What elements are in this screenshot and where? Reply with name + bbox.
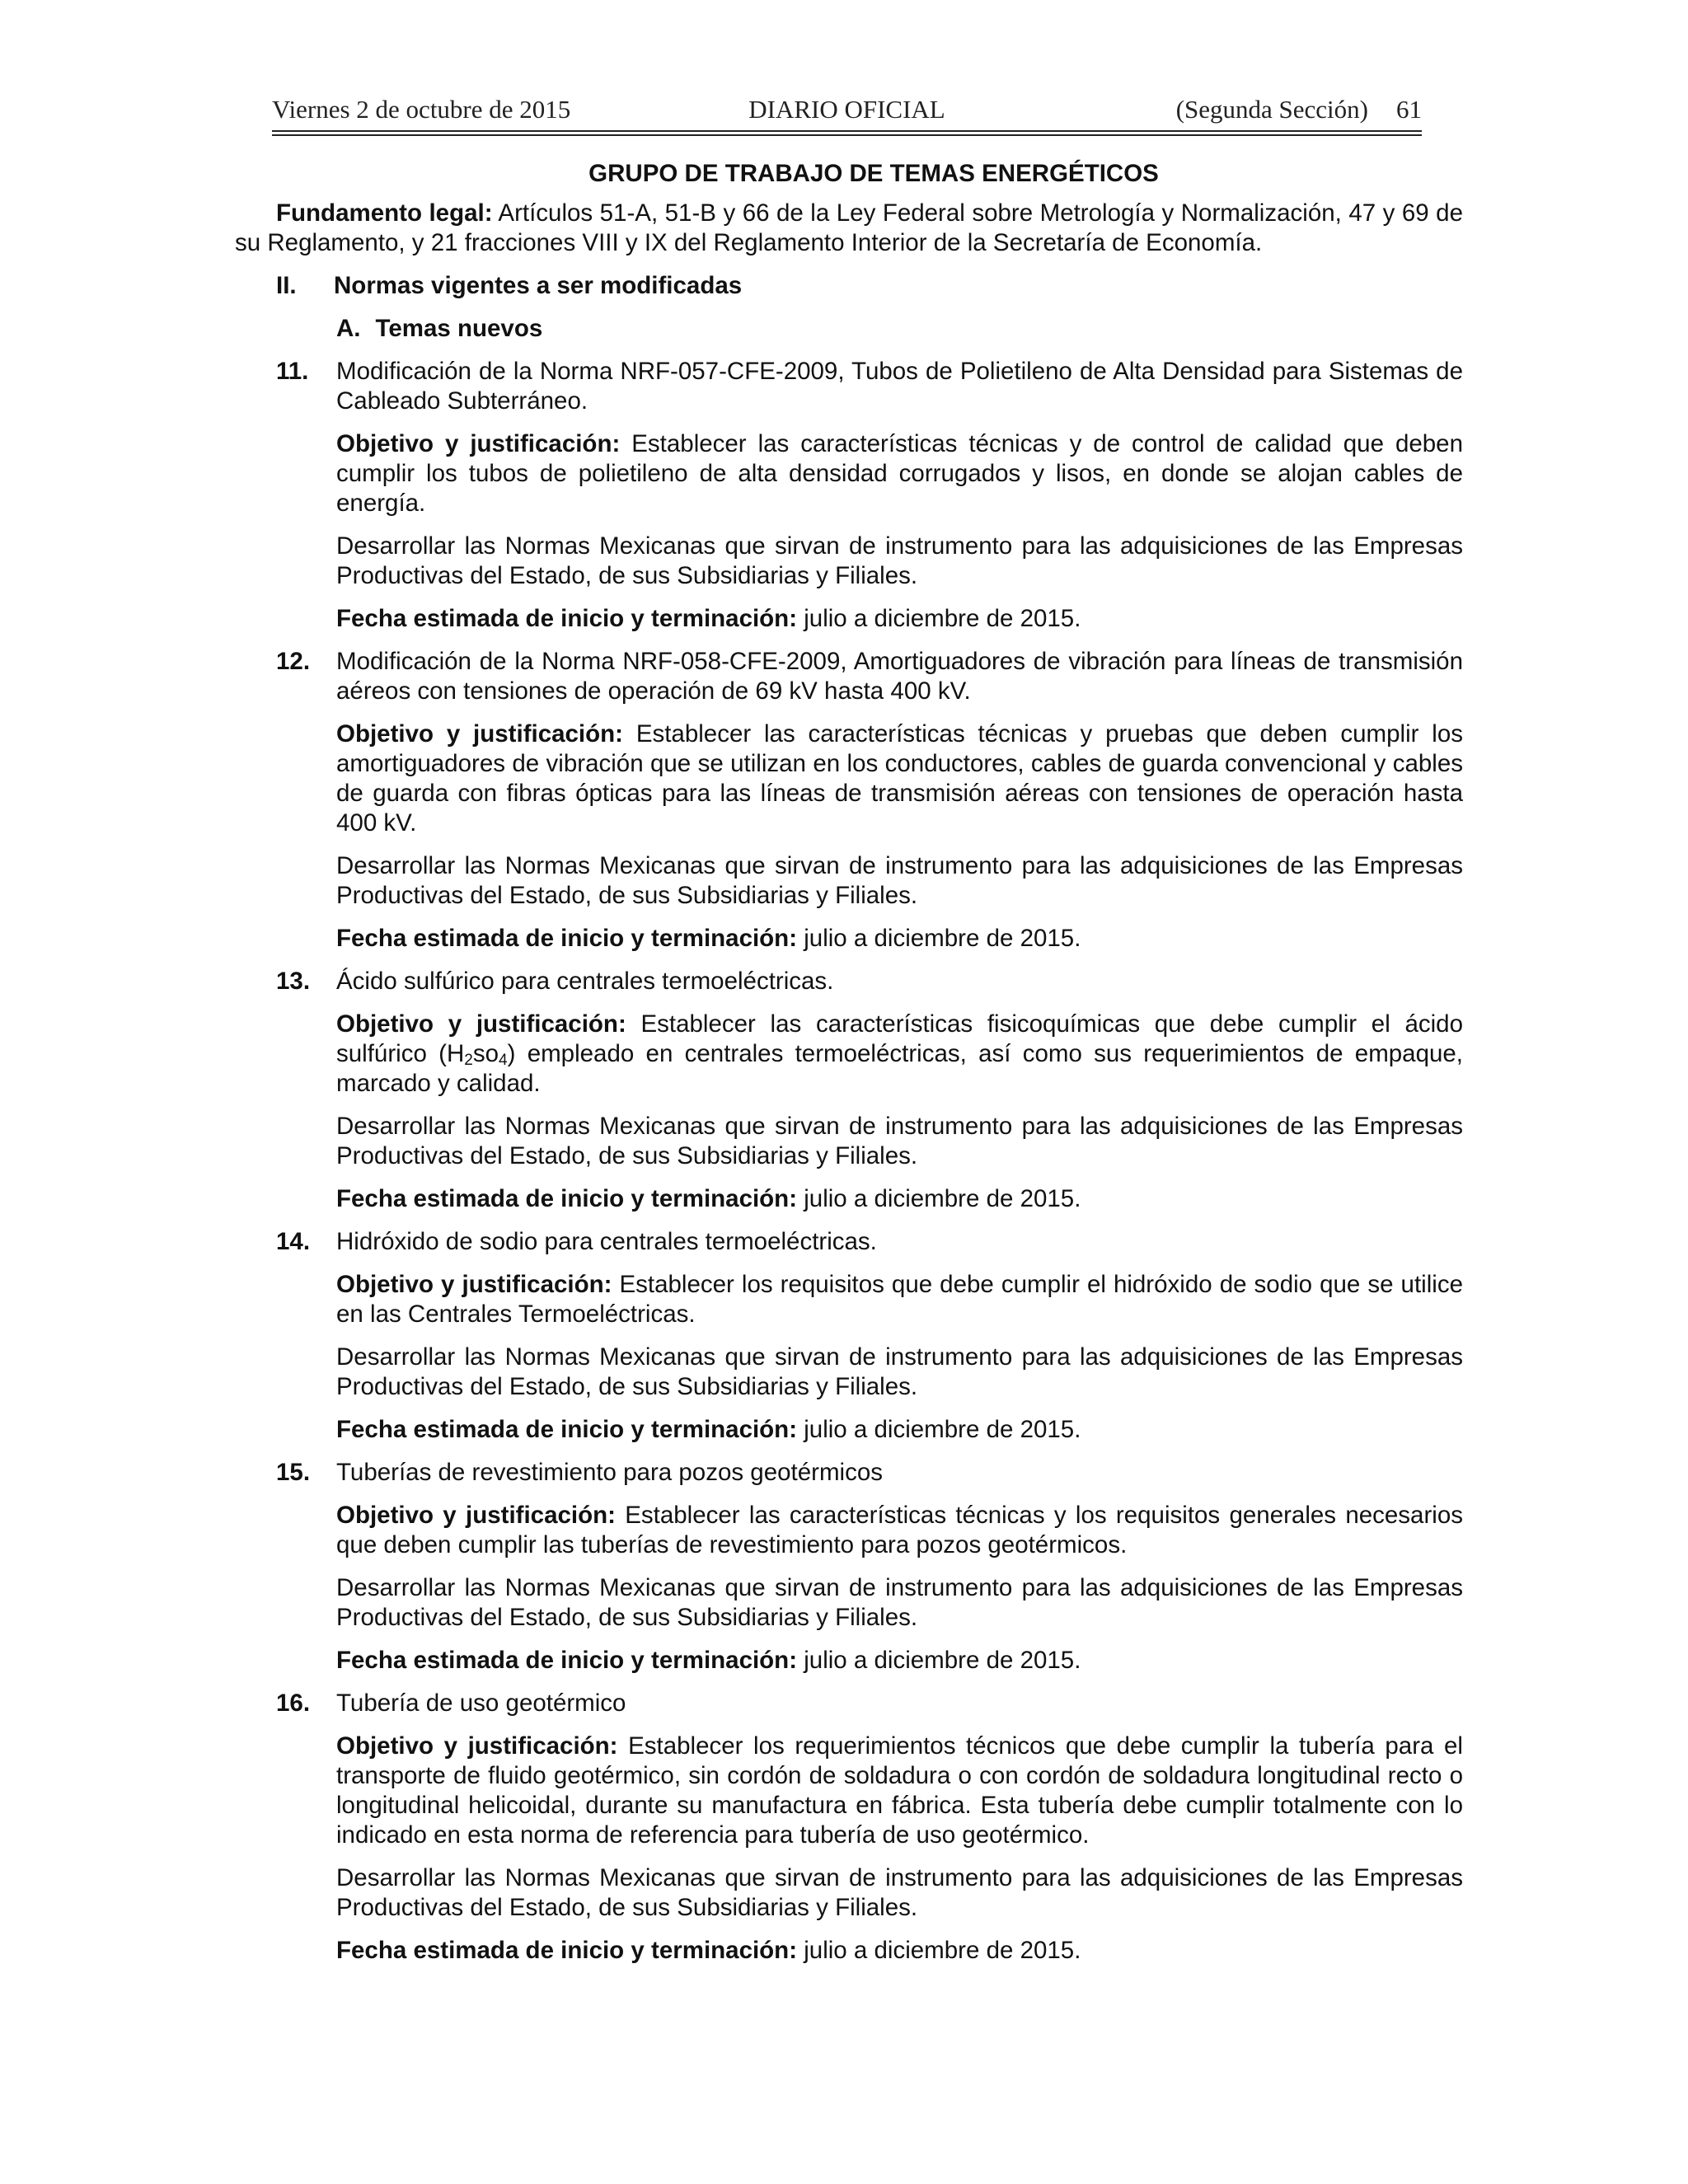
objective-label: Objetivo y justificación: <box>336 1732 618 1760</box>
date-text: julio a diciembre de 2015. <box>797 1416 1081 1443</box>
item-development: Desarrollar las Normas Mexicanas que sirvan de instrumento para las adquisiciones de las Empresas Productivas del Estado, de sus Subsidiarias y Filiales. <box>336 1113 1463 1169</box>
item-date <box>235 1936 1463 1966</box>
item-title: Modificación de la Norma NRF-057-CFE-2009, Tubos de Polietileno de Alta Densidad para Sistemas de Cableado Subterráneo. <box>336 358 1463 415</box>
norm-item-15 <box>235 1458 1463 1488</box>
item-development: Desarrollar las Normas Mexicanas que sirvan de instrumento para las adquisiciones de las Empresas Productivas del Estado, de sus Subsidiarias y Filiales. <box>336 532 1463 589</box>
date-text: julio a diciembre de 2015. <box>797 1937 1081 1964</box>
legal-text: Artículos 51-A, 51-B y 66 de la Ley Federal sobre Metrología y Normalización, 47 y 69 de su Reglamento, y 21 fracciones VIII y IX del Reglamento Interior de la Secretaría de Economía. <box>235 199 1463 256</box>
objective-label: Objetivo y justificación: <box>336 1010 626 1038</box>
item-objective <box>235 719 1463 838</box>
item-objective <box>235 1270 1463 1329</box>
formula-so: so <box>472 1040 499 1067</box>
date-label: Fecha estimada de inicio y terminación: <box>336 925 798 952</box>
item-title: Modificación de la Norma NRF-058-CFE-2009, Amortiguadores de vibración para líneas de transmisión aéreos con tensiones de operación de 69 kV hasta 400 kV. <box>336 648 1463 705</box>
subsection-heading <box>235 314 1463 344</box>
item-date <box>235 604 1463 634</box>
item-date <box>235 1415 1463 1445</box>
objective-label: Objetivo y justificación: <box>336 720 623 748</box>
item-number: 12. <box>276 648 311 675</box>
norm-item-14 <box>235 1227 1463 1257</box>
item-number: 14. <box>276 1228 311 1255</box>
norm-item-16 <box>235 1689 1463 1718</box>
item-title: Tubería de uso geotérmico <box>336 1690 626 1717</box>
norm-item-11 <box>235 357 1463 416</box>
item-number: 15. <box>276 1459 311 1486</box>
date-label: Fecha estimada de inicio y terminación: <box>336 1647 798 1674</box>
objective-text: Establecer los requerimientos técnicos que debe cumplir la tubería para el transporte de fluido geotérmico, sin cordón de soldadura o con cordón de soldadura longitudinal recto o longitudinal helicoidal, durante su manufactura en fábrica. Esta tubería debe cumplir totalmente con lo indicado en esta norma de referencia para tubería de uso geotérmico. <box>336 1732 1463 1849</box>
section-number: II. <box>276 272 297 299</box>
item-objective <box>235 1732 1463 1850</box>
item-development: Desarrollar las Normas Mexicanas que sirvan de instrumento para las adquisiciones de las Empresas Productivas del Estado, de sus Subsidiarias y Filiales. <box>336 1864 1463 1921</box>
date-label: Fecha estimada de inicio y terminación: <box>336 1937 798 1964</box>
legal-label: Fundamento legal: <box>276 199 493 227</box>
item-number: 16. <box>276 1690 311 1717</box>
item-date <box>235 1646 1463 1675</box>
item-number: 13. <box>276 968 311 995</box>
section-title: Normas vigentes a ser modificadas <box>334 272 743 299</box>
date-text: julio a diciembre de 2015. <box>797 1185 1081 1212</box>
item-title: Tuberías de revestimiento para pozos geotérmicos <box>336 1459 883 1486</box>
objective-text-end: ) empleado en centrales termoeléctricas, así como sus requerimientos de empaque, marcado y calidad. <box>336 1040 1464 1097</box>
date-text: julio a diciembre de 2015. <box>797 925 1081 952</box>
subsection-title: Temas nuevos <box>375 315 543 342</box>
document-body <box>235 159 1463 1979</box>
objective-label: Objetivo y justificación: <box>336 1271 612 1298</box>
formula-subscript-2: 2 <box>464 1052 473 1069</box>
item-development: Desarrollar las Normas Mexicanas que sirvan de instrumento para las adquisiciones de las Empresas Productivas del Estado, de sus Subsidiarias y Filiales. <box>336 852 1463 909</box>
objective-text: Establecer los requisitos que debe cumplir el hidróxido de sodio que se utilice en las Centrales Termoeléctricas. <box>336 1271 1463 1328</box>
document-title: GRUPO DE TRABAJO DE TEMAS ENERGÉTICOS <box>588 160 1159 187</box>
page-header <box>272 95 1422 129</box>
header-rule-top <box>272 130 1422 132</box>
objective-text-start: Establecer las características fisicoquímicas que debe cumplir el ácido sulfúrico (H <box>336 1010 1463 1067</box>
norm-item-12 <box>235 647 1463 706</box>
objective-text: Establecer las características técnicas y los requisitos generales necesarios que deben cumplir las tuberías de revestimiento para pozos geotérmicos. <box>336 1502 1463 1558</box>
item-development: Desarrollar las Normas Mexicanas que sirvan de instrumento para las adquisiciones de las Empresas Productivas del Estado, de sus Subsidiarias y Filiales. <box>336 1343 1463 1400</box>
date-text: julio a diciembre de 2015. <box>797 1647 1081 1674</box>
date-label: Fecha estimada de inicio y terminación: <box>336 605 798 632</box>
date-label: Fecha estimada de inicio y terminación: <box>336 1416 798 1443</box>
item-number: 11. <box>276 358 309 385</box>
objective-text: Establecer las características técnicas y pruebas que deben cumplir los amortiguadores de vibración que se utilizan en los conductores, cables de guarda convencional y cables de guarda con fibras ópticas para las líneas de transmisión aéreas con tensiones de operación hasta 400 kV. <box>336 720 1463 837</box>
item-title: Hidróxido de sodio para centrales termoeléctricas. <box>336 1228 877 1255</box>
item-objective <box>235 429 1463 518</box>
objective-text: Establecer las características técnicas y de control de calidad que deben cumplir los tubos de polietileno de alta densidad corrugados y lisos, en donde se alojan cables de energía. <box>336 430 1463 517</box>
objective-label: Objetivo y justificación: <box>336 1502 616 1529</box>
subsection-letter: A. <box>336 315 361 342</box>
header-date: Viernes 2 de octubre de 2015 <box>272 95 571 124</box>
header-newspaper: DIARIO OFICIAL <box>748 95 945 124</box>
section-heading <box>235 271 1463 301</box>
date-label: Fecha estimada de inicio y terminación: <box>336 1185 798 1212</box>
norm-item-13 <box>235 967 1463 996</box>
item-development: Desarrollar las Normas Mexicanas que sirvan de instrumento para las adquisiciones de las Empresas Productivas del Estado, de sus Subsidiarias y Filiales. <box>336 1574 1463 1631</box>
formula-subscript-4: 4 <box>499 1052 508 1069</box>
header-section <box>1176 95 1422 124</box>
header-section-label: (Segunda Sección) <box>1175 95 1368 124</box>
legal-basis <box>235 199 1463 258</box>
header-page-number: 61 <box>1396 95 1422 124</box>
item-objective <box>235 1501 1463 1560</box>
objective-label: Objetivo y justificación: <box>336 430 621 457</box>
item-objective <box>235 1010 1463 1099</box>
date-text: julio a diciembre de 2015. <box>797 605 1081 632</box>
item-title: Ácido sulfúrico para centrales termoeléctricas. <box>336 968 834 995</box>
item-date <box>235 924 1463 954</box>
header-rule-bottom <box>272 134 1422 136</box>
item-date <box>235 1184 1463 1214</box>
